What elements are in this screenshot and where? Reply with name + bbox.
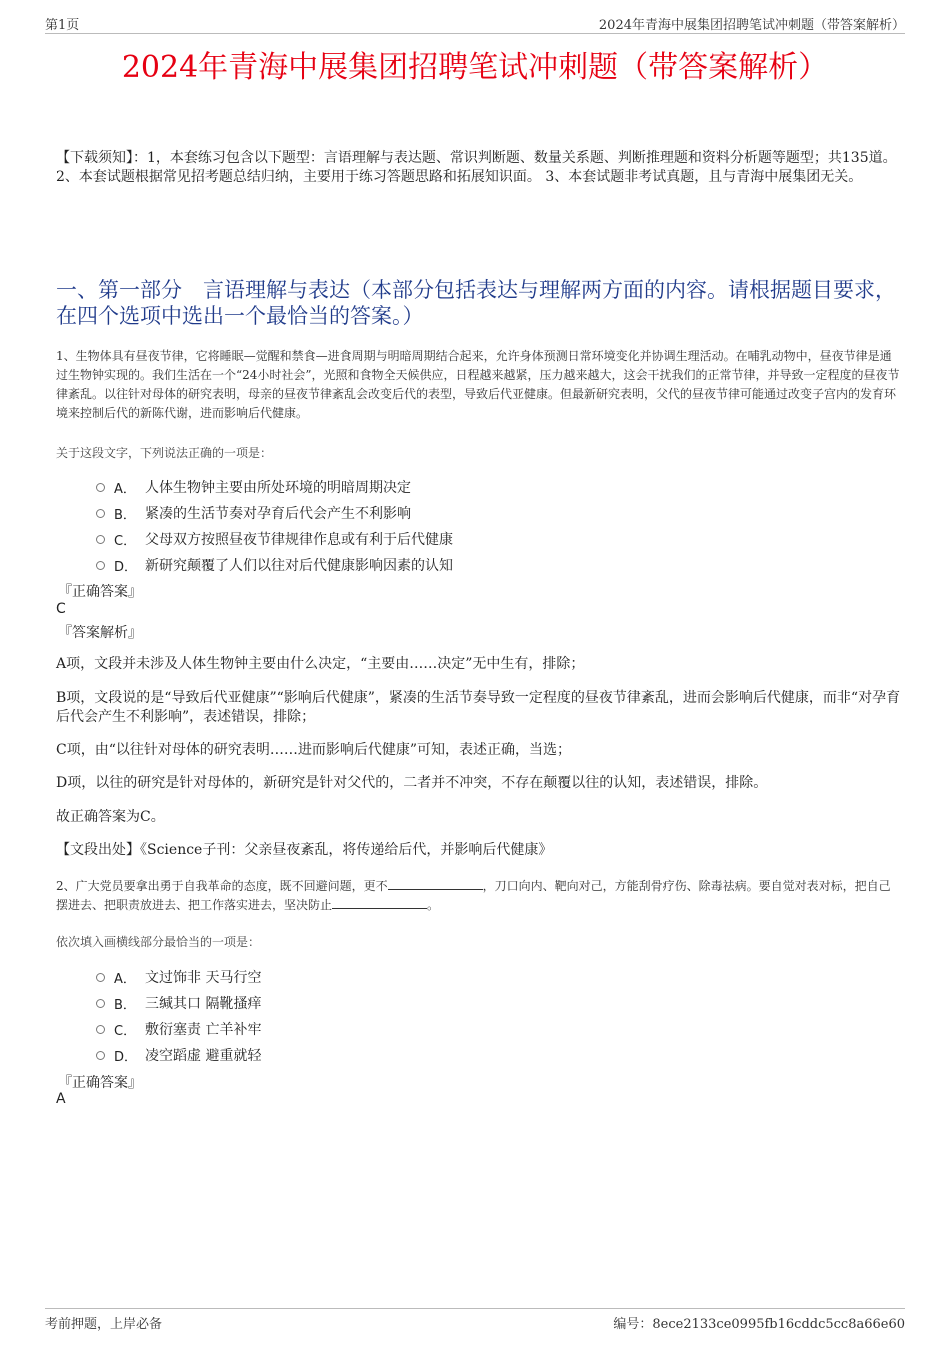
page-title: 2024年青海中展集团招聘笔试冲刺题（带答案解析） (121, 50, 829, 85)
question-1-stem: 1、生物体具有昼夜节律，它将睡眠—觉醒和禁食—进食周期与明暗周期结合起来，允许身体预测日常环境变化并协调生理活动。在哺乳动物中，昼夜节律是通过生物钟实现的。我们生活在一个“24小时社会”，光照和食物全天候供应，日程越来越紧，压力越来越大，这会干扰我们的正常节律，并导致一定程度的昼夜节律紊乱。以往针对母体的研究表明，母亲的昼夜节律紊乱会改变后代的表型，导致后代亚健康。但最新研究表明，父代的昼夜节律可能通过改变子宫内的发育环境来控制后代的新陈代谢，进而影响后代健康。 (56, 349, 900, 420)
question-1-option-b[interactable] (96, 503, 411, 523)
option-text: 敷衍塞责 亡羊补牢 (145, 1022, 262, 1038)
question-2-prompt: 依次填入画横线部分最恰当的一项是： (56, 935, 261, 949)
footer-divider (45, 1308, 905, 1309)
analysis-line: A项，文段并未涉及人体生物钟主要由什么决定，“主要由……决定”无中生有，排除； (56, 656, 585, 672)
option-text: 紧凑的生活节奏对孕育后代会产生不利影响 (145, 506, 411, 522)
answer-label: 『正确答案』 (58, 1075, 142, 1091)
radio-icon[interactable] (96, 973, 105, 982)
question-1-option-a[interactable] (96, 477, 411, 497)
option-letter: A． (114, 971, 136, 987)
question-2-option-c[interactable] (96, 1019, 261, 1039)
question-1-option-d[interactable] (96, 555, 453, 575)
answer-value: C (56, 601, 66, 617)
fill-blank-1[interactable] (388, 877, 483, 890)
radio-icon[interactable] (96, 1051, 105, 1060)
option-text: 文过饰非 天马行空 (145, 970, 262, 986)
analysis-line: D项，以往的研究是针对母体的，新研究是针对父代的，二者并不冲突，不存在颠覆以往的认知，表述错误，排除。 (56, 775, 768, 791)
radio-icon[interactable] (96, 483, 105, 492)
question-2-option-a[interactable] (96, 967, 261, 987)
option-letter: D． (114, 1049, 138, 1065)
answer-value: A (56, 1091, 66, 1107)
footer-doc-id: 编号：8ece2133ce0995fb16cddc5cc8a66e60 (613, 1317, 905, 1332)
option-letter: B． (114, 997, 136, 1013)
option-letter: C． (114, 1023, 137, 1039)
option-text: 三缄其口 隔靴搔痒 (145, 996, 262, 1012)
question-1-prompt: 关于这段文字，下列说法正确的一项是： (56, 446, 273, 460)
option-letter: D． (114, 559, 138, 575)
radio-icon[interactable] (96, 561, 105, 570)
option-text: 父母双方按照昼夜节律规律作息或有利于后代健康 (145, 532, 453, 548)
option-text: 新研究颠覆了人们以往对后代健康影响因素的认知 (145, 558, 453, 574)
radio-icon[interactable] (96, 535, 105, 544)
option-text: 凌空蹈虚 避重就轻 (145, 1048, 262, 1064)
question-2-option-b[interactable] (96, 993, 261, 1013)
analysis-line: C项，由“以往针对母体的研究表明……进而影响后代健康”可知，表述正确，当选； (56, 742, 572, 758)
option-letter: B． (114, 507, 136, 523)
analysis-source: 【文段出处】《Science子刊：父亲昼夜紊乱，将传递给后代，并影响后代健康》 (56, 842, 553, 858)
analysis-conclusion: 故正确答案为C。 (56, 809, 165, 825)
question-2-option-d[interactable] (96, 1045, 261, 1065)
question-2-stem: 2、广大党员要拿出勇于自我革命的态度，既不回避问题，更不 ，刀口向内、靶向对己，方能刮骨疗伤、除毒祛病。要自觉对表对标，把自己摆进去、把职责放进去、把工作落实进去，坚决防止 。 (56, 879, 891, 912)
question-1-option-c[interactable] (96, 529, 453, 549)
section-heading: 一、第一部分 言语理解与表达（本部分包括表达与理解两方面的内容。请根据题目要求，在四个选项中选出一个最恰当的答案。） (56, 278, 896, 328)
analysis-line: B项，文段说的是“导致后代亚健康”“影响后代健康”，紧凑的生活节奏导致一定程度的昼夜节律紊乱，进而会影响后代健康，而非“对孕育后代会产生不利影响”，表述错误，排除； (56, 690, 901, 725)
footer-slogan: 考前押题，上岸必备 (45, 1317, 163, 1332)
header-page-label: 第1页 (45, 18, 80, 33)
header-doc-title: 2024年青海中展集团招聘笔试冲刺题（带答案解析） (598, 18, 905, 33)
radio-icon[interactable] (96, 1025, 105, 1034)
option-letter: C． (114, 533, 137, 549)
option-text: 人体生物钟主要由所处环境的明暗周期决定 (145, 480, 411, 496)
radio-icon[interactable] (96, 999, 105, 1008)
option-letter: A． (114, 481, 136, 497)
radio-icon[interactable] (96, 509, 105, 518)
fill-blank-2[interactable] (332, 896, 427, 909)
analysis-label: 『答案解析』 (58, 625, 142, 641)
download-notice: 【下载须知】：1，本套练习包含以下题型：言语理解与表达题、常识判断题、数量关系题、判断推理题和资料分析题等题型；共135道。 2、本套试题根据常见招考题总结归纳，主要用于练习答题思路和拓展知识面。 3、本套试题非考试真题，且与青海中展集团无关。 (56, 150, 897, 185)
answer-label: 『正确答案』 (58, 584, 142, 600)
header-divider (45, 33, 905, 34)
